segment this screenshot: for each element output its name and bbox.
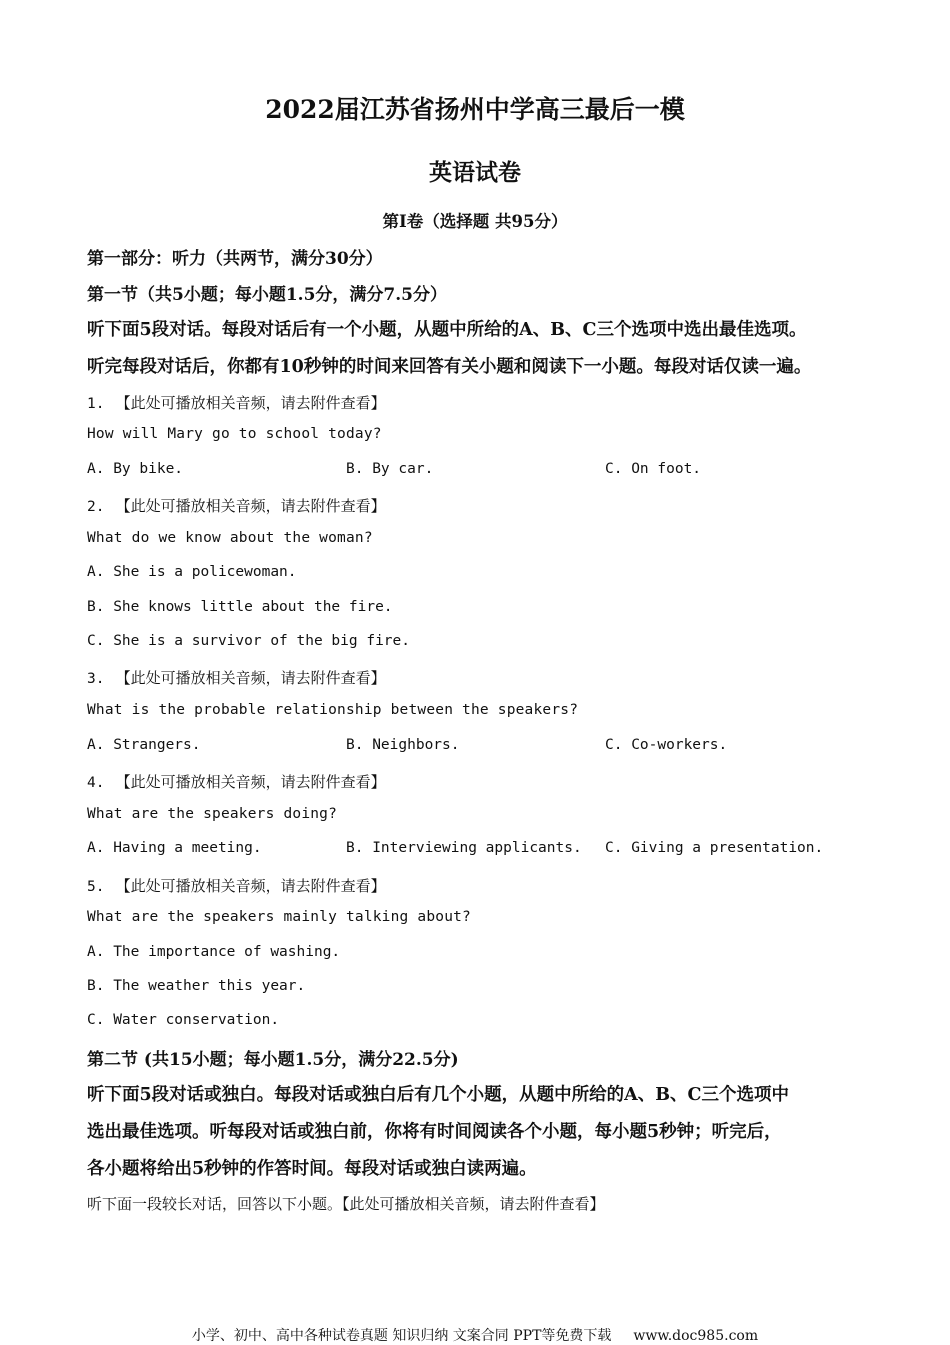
option-b: B. Neighbors.	[346, 737, 460, 753]
section2-instruction-line: 各小题将给出5秒钟的作答时间。每段对话或独白读两遍。	[87, 1159, 537, 1179]
question-5-audio	[87, 875, 386, 896]
page-footer	[0, 1325, 950, 1345]
option-c: C. Co-workers.	[605, 737, 728, 753]
option-c: C. On foot.	[605, 461, 702, 477]
section2-instruction-line: 听下面5段对话或独白。每段对话或独白后有几个小题，从题中所给的A、B、C三个选项中	[87, 1085, 789, 1105]
option-a: A. By bike.	[87, 461, 184, 477]
footer-text: 小学、初中、高中各种试卷真题 知识归纳 文案合同 PPT等免费下载	[191, 1328, 612, 1344]
option-a: A. Strangers.	[87, 737, 201, 753]
question-number: 5.	[87, 879, 105, 895]
option-b: B. She knows little about the fire.	[87, 599, 393, 615]
option-b: B. By car.	[346, 461, 434, 477]
option-a: A. Having a meeting.	[87, 840, 262, 856]
exam-subtitle: 英语试卷	[429, 159, 521, 186]
question-4-audio	[87, 771, 386, 792]
part1-heading: 第一部分：听力（共两节，满分30分）	[87, 249, 383, 269]
question-3-audio	[87, 667, 386, 688]
option-b: B. The weather this year.	[87, 978, 306, 994]
option-a: A. The importance of washing.	[87, 944, 341, 960]
option-c: C. Giving a presentation.	[605, 840, 824, 856]
question-number: 3.	[87, 671, 105, 687]
footer-url[interactable]: www.doc985.com	[633, 1328, 759, 1344]
question-number: 2.	[87, 499, 105, 515]
option-c: C. She is a survivor of the big fire.	[87, 633, 411, 649]
question-1-text: How will Mary go to school today?	[87, 426, 382, 442]
audio-link[interactable]: 【此处可播放相关音频，请去附件查看】	[115, 877, 386, 895]
question-2-audio	[87, 495, 386, 516]
section2-instruction-line: 选出最佳选项。听每段对话或独白前，你将有时间阅读各个小题，每小题5秒钟；听完后，	[87, 1122, 782, 1142]
section2-note: 听下面一段较长对话，回答以下小题。【此处可播放相关音频，请去附件查看】	[87, 1195, 605, 1213]
question-1-audio	[87, 392, 386, 413]
audio-link[interactable]: 【此处可播放相关音频，请去附件查看】	[115, 497, 386, 515]
section2-heading: 第二节 (共15小题；每小题1.5分，满分22.5分)	[87, 1050, 459, 1070]
audio-link[interactable]: 【此处可播放相关音频，请去附件查看】	[115, 773, 386, 791]
option-b: B. Interviewing applicants.	[346, 840, 582, 856]
question-number: 1.	[87, 396, 105, 412]
option-c: C. Water conservation.	[87, 1012, 280, 1028]
option-a: A. She is a policewoman.	[87, 564, 297, 580]
section1-instruction-line: 听下面5段对话。每段对话后有一个小题，从题中所给的A、B、C三个选项中选出最佳选项。	[87, 320, 807, 340]
volume-heading: 第Ⅰ卷（选择题 共95分）	[382, 212, 568, 231]
question-number: 4.	[87, 775, 105, 791]
section1-heading: 第一节（共5小题；每小题1.5分，满分7.5分）	[87, 285, 447, 305]
audio-link[interactable]: 【此处可播放相关音频，请去附件查看】	[115, 669, 386, 687]
question-4-text: What are the speakers doing?	[87, 806, 338, 822]
question-3-text: What is the probable relationship between the speakers?	[87, 702, 579, 718]
question-5-text: What are the speakers mainly talking about?	[87, 909, 471, 925]
exam-title: 2022届江苏省扬州中学高三最后一模	[265, 95, 685, 124]
question-2-text: What do we know about the woman?	[87, 530, 373, 546]
audio-link[interactable]: 【此处可播放相关音频，请去附件查看】	[115, 394, 386, 412]
section1-instruction-line: 听完每段对话后，你都有10秒钟的时间来回答有关小题和阅读下一小题。每段对话仅读一遍。	[87, 357, 812, 377]
